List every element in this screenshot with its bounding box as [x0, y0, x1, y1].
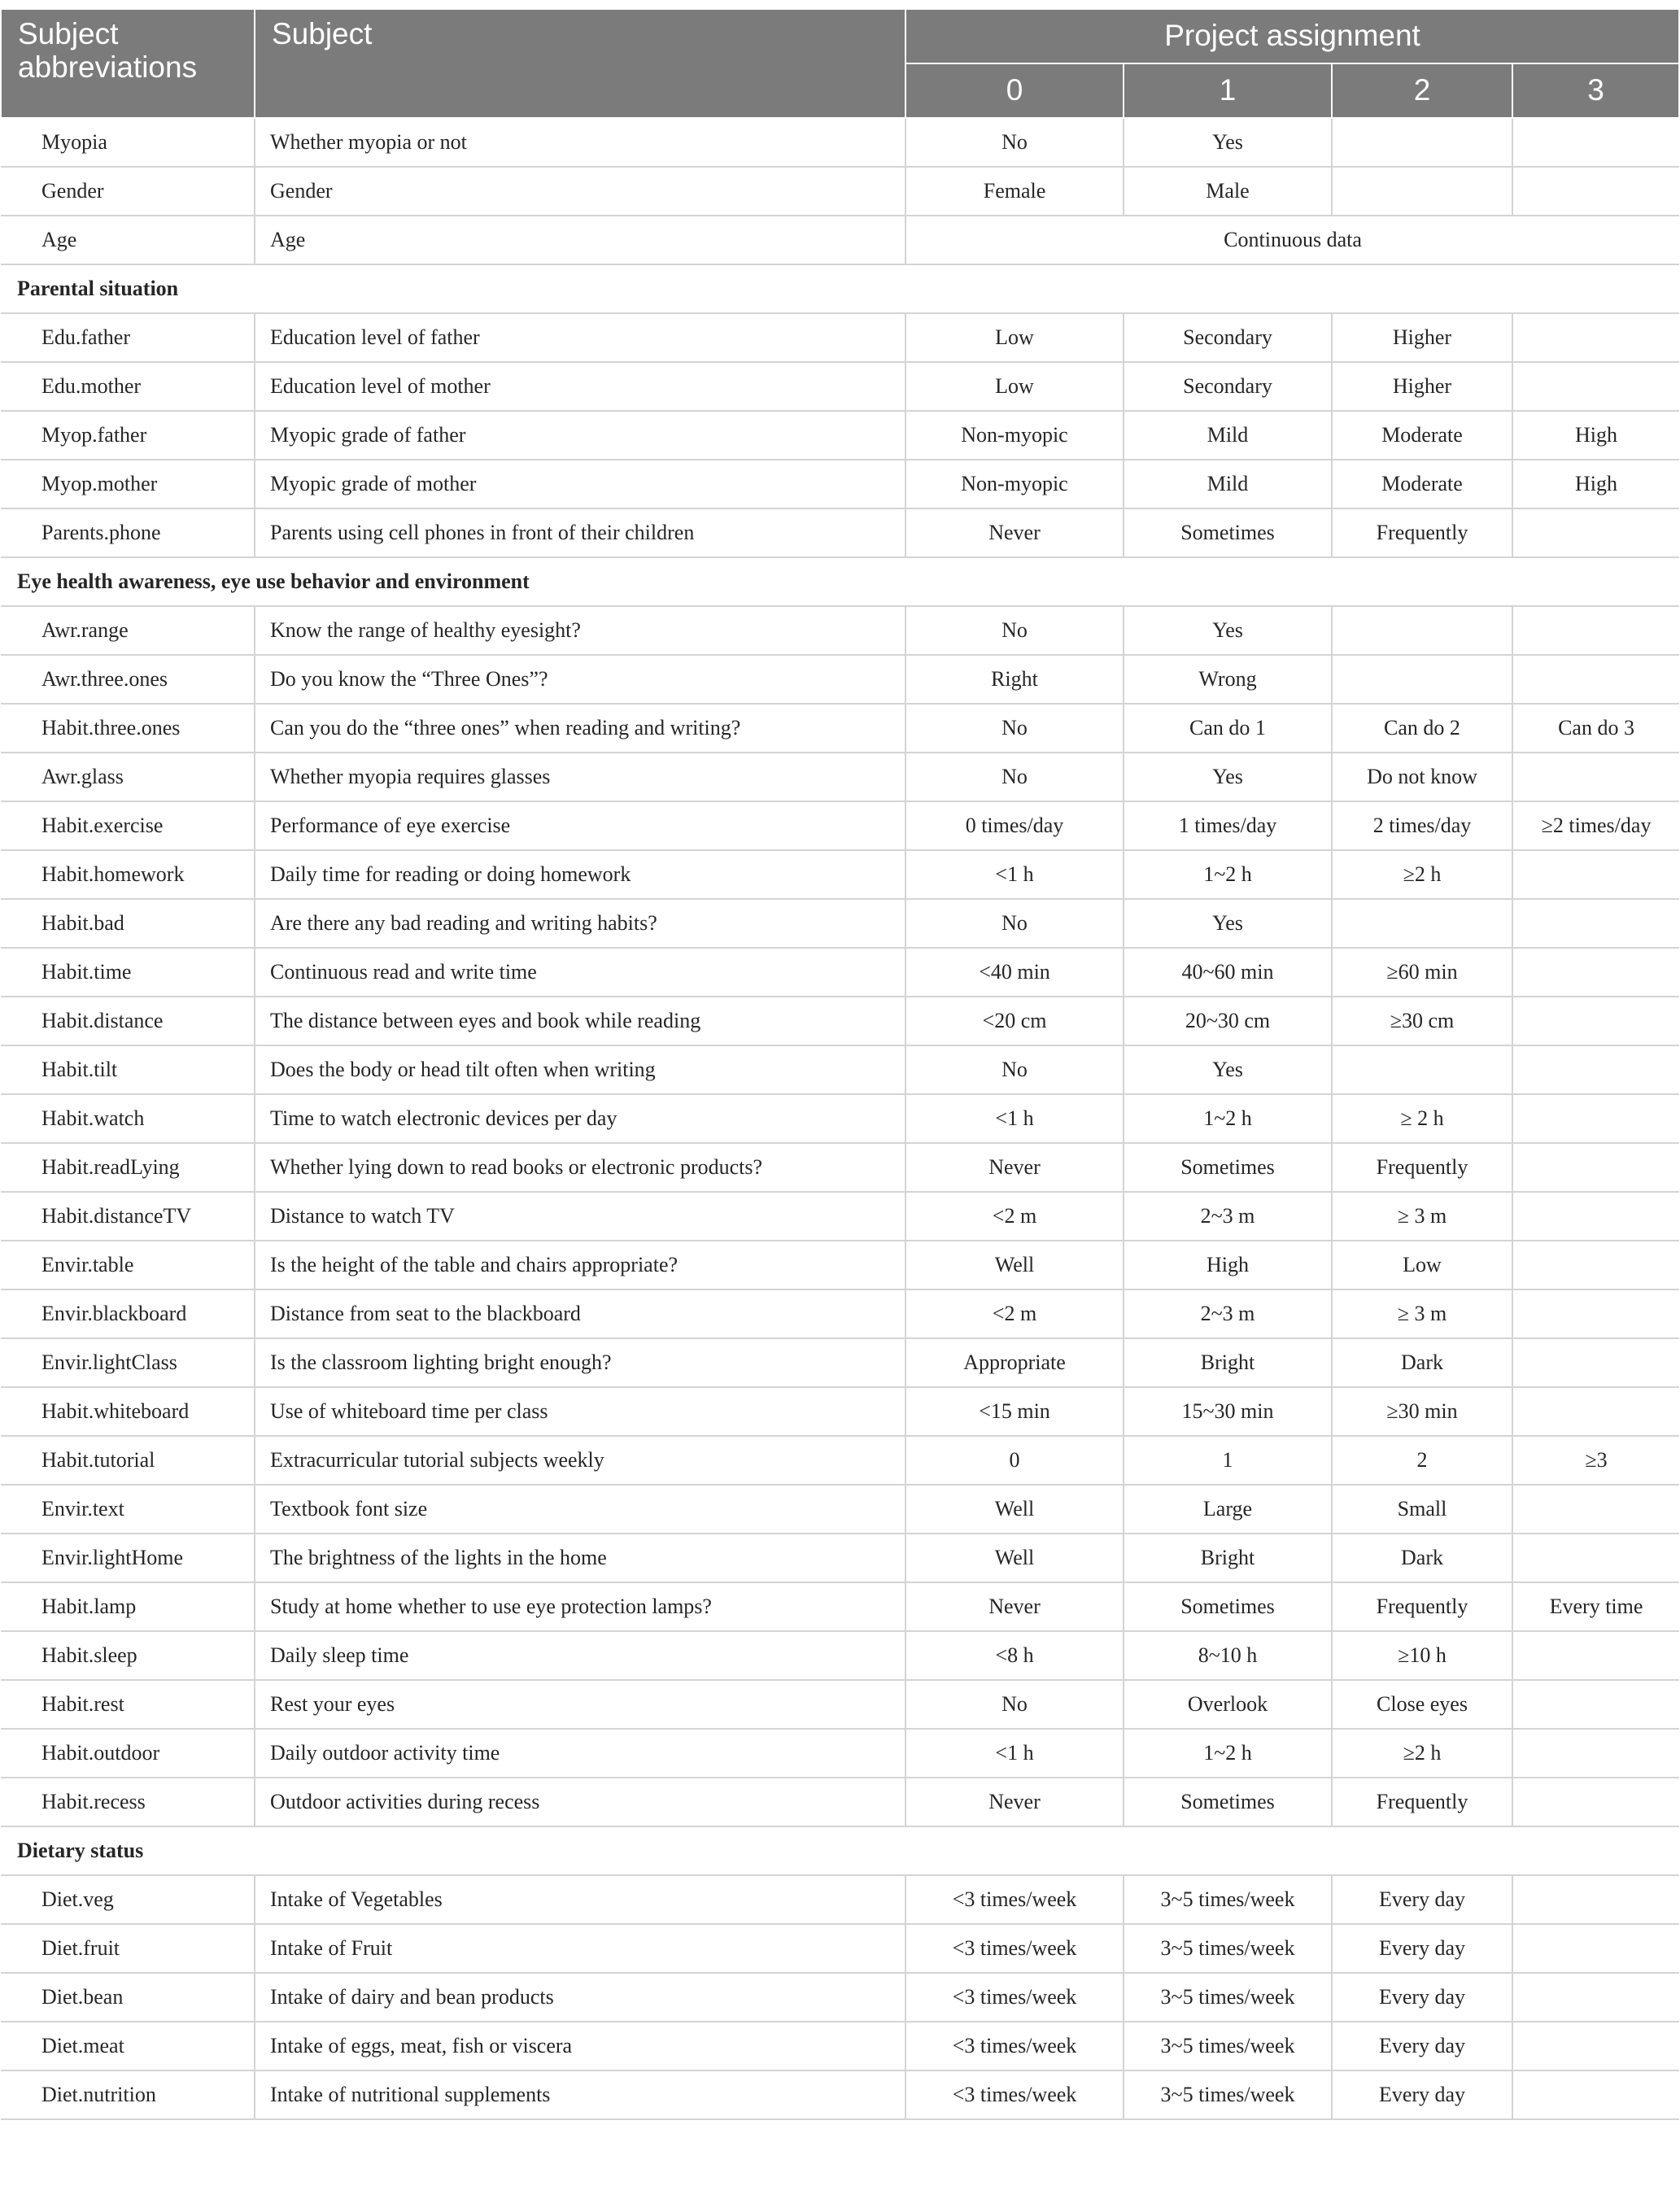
cell-value-2: Every day — [1332, 2022, 1512, 2070]
cell-value-3: High — [1512, 411, 1679, 460]
cell-abbreviation: Habit.recess — [1, 1778, 255, 1826]
cell-value-3 — [1512, 997, 1679, 1045]
cell-value-0: Right — [905, 655, 1124, 704]
cell-value-2: Do not know — [1332, 753, 1512, 801]
cell-value-3: ≥3 — [1512, 1436, 1679, 1485]
cell-abbreviation: Diet.veg — [1, 1875, 255, 1924]
cell-value-2: Frequently — [1332, 1778, 1512, 1826]
cell-value-0: Low — [905, 313, 1124, 362]
cell-abbreviation: Habit.rest — [1, 1680, 255, 1729]
cell-value-2: ≥10 h — [1332, 1631, 1512, 1680]
cell-value-1: 3~5 times/week — [1124, 1875, 1332, 1924]
table-row — [1, 167, 1679, 216]
cell-subject: Whether myopia requires glasses — [255, 753, 905, 801]
cell-value-1: Sometimes — [1124, 1582, 1332, 1631]
header-subject-abbreviations: Subject abbreviations — [1, 9, 255, 118]
cell-abbreviation: Diet.meat — [1, 2022, 255, 2070]
cell-value-3 — [1512, 1485, 1679, 1534]
table-row — [1, 216, 1679, 264]
cell-abbreviation: Myop.mother — [1, 460, 255, 508]
cell-value-1: Yes — [1124, 1045, 1332, 1094]
cell-abbreviation: Envir.blackboard — [1, 1289, 255, 1338]
cell-value-0: No — [905, 753, 1124, 801]
cell-abbreviation: Habit.whiteboard — [1, 1387, 255, 1436]
section-row — [1, 264, 1679, 313]
table-row — [1, 1631, 1679, 1680]
cell-subject: Is the height of the table and chairs appropriate? — [255, 1241, 905, 1289]
cell-value-2 — [1332, 118, 1512, 167]
cell-value-2: ≥ 3 m — [1332, 1192, 1512, 1241]
cell-abbreviation: Edu.mother — [1, 362, 255, 411]
cell-value-3 — [1512, 1045, 1679, 1094]
cell-value-0: No — [905, 606, 1124, 655]
table-row — [1, 753, 1679, 801]
cell-value-1: 3~5 times/week — [1124, 2022, 1332, 2070]
cell-value-0: No — [905, 899, 1124, 948]
cell-abbreviation: Awr.three.ones — [1, 655, 255, 704]
cell-value-0: Never — [905, 1582, 1124, 1631]
cell-value-0: Well — [905, 1485, 1124, 1534]
cell-value-2: ≥2 h — [1332, 850, 1512, 899]
cell-value-0: Never — [905, 508, 1124, 557]
cell-value-1: Yes — [1124, 606, 1332, 655]
cell-value-1: 40~60 min — [1124, 948, 1332, 997]
cell-value-3 — [1512, 118, 1679, 167]
table-row — [1, 1924, 1679, 1973]
table-row — [1, 655, 1679, 704]
cell-subject: Daily outdoor activity time — [255, 1729, 905, 1778]
cell-value-2: Moderate — [1332, 460, 1512, 508]
cell-subject: Are there any bad reading and writing habits? — [255, 899, 905, 948]
table-row — [1, 1973, 1679, 2022]
cell-subject: Daily sleep time — [255, 1631, 905, 1680]
cell-abbreviation: Envir.table — [1, 1241, 255, 1289]
cell-abbreviation: Myop.father — [1, 411, 255, 460]
cell-value-0: Female — [905, 167, 1124, 216]
cell-value-1: Yes — [1124, 118, 1332, 167]
cell-value-1: 1 times/day — [1124, 801, 1332, 850]
cell-value-1: Yes — [1124, 899, 1332, 948]
cell-value-3: Every time — [1512, 1582, 1679, 1631]
cell-value-2 — [1332, 655, 1512, 704]
cell-value-3 — [1512, 948, 1679, 997]
cell-value-1: 3~5 times/week — [1124, 2070, 1332, 2119]
cell-value-2: Higher — [1332, 362, 1512, 411]
cell-value-2: Moderate — [1332, 411, 1512, 460]
section-row — [1, 1826, 1679, 1875]
cell-value-0: <3 times/week — [905, 1924, 1124, 1973]
table-row — [1, 1875, 1679, 1924]
cell-value-2: Close eyes — [1332, 1680, 1512, 1729]
cell-subject: Time to watch electronic devices per day — [255, 1094, 905, 1143]
cell-value-1: Secondary — [1124, 313, 1332, 362]
section-heading: Dietary status — [1, 1826, 1679, 1875]
cell-value-2: ≥ 3 m — [1332, 1289, 1512, 1338]
cell-value-3 — [1512, 313, 1679, 362]
cell-value-3 — [1512, 2022, 1679, 2070]
cell-value-3 — [1512, 753, 1679, 801]
cell-value-0: Low — [905, 362, 1124, 411]
table-row — [1, 1778, 1679, 1826]
cell-value-1: Wrong — [1124, 655, 1332, 704]
cell-value-1: 2~3 m — [1124, 1192, 1332, 1241]
cell-value-1: Mild — [1124, 460, 1332, 508]
cell-value-0: Non-myopic — [905, 411, 1124, 460]
table-row — [1, 801, 1679, 850]
cell-subject: Intake of nutritional supplements — [255, 2070, 905, 2119]
cell-value-0: <3 times/week — [905, 2022, 1124, 2070]
table-row — [1, 704, 1679, 753]
cell-value-3 — [1512, 1729, 1679, 1778]
cell-value-2: ≥ 2 h — [1332, 1094, 1512, 1143]
cell-value-1: 1 — [1124, 1436, 1332, 1485]
cell-value-2: ≥60 min — [1332, 948, 1512, 997]
cell-subject: Performance of eye exercise — [255, 801, 905, 850]
cell-value-2 — [1332, 606, 1512, 655]
cell-subject: Extracurricular tutorial subjects weekly — [255, 1436, 905, 1485]
cell-value-2: Can do 2 — [1332, 704, 1512, 753]
cell-subject: Study at home whether to use eye protection lamps? — [255, 1582, 905, 1631]
cell-value-0: <15 min — [905, 1387, 1124, 1436]
cell-subject: Myopic grade of father — [255, 411, 905, 460]
cell-value-2: Small — [1332, 1485, 1512, 1534]
cell-value-2: Dark — [1332, 1338, 1512, 1387]
cell-value-3 — [1512, 1143, 1679, 1192]
cell-abbreviation: Envir.lightClass — [1, 1338, 255, 1387]
cell-subject: Intake of dairy and bean products — [255, 1973, 905, 2022]
cell-value-3 — [1512, 1680, 1679, 1729]
cell-value-3 — [1512, 850, 1679, 899]
cell-value-1: Bright — [1124, 1338, 1332, 1387]
cell-value-0: 0 times/day — [905, 801, 1124, 850]
cell-value-0: 0 — [905, 1436, 1124, 1485]
section-row — [1, 557, 1679, 606]
cell-value-0: <2 m — [905, 1192, 1124, 1241]
cell-value-1: 1~2 h — [1124, 1094, 1332, 1143]
cell-value-1: 1~2 h — [1124, 850, 1332, 899]
cell-value-0: <1 h — [905, 1094, 1124, 1143]
cell-value-2: ≥30 cm — [1332, 997, 1512, 1045]
cell-abbreviation: Habit.tutorial — [1, 1436, 255, 1485]
cell-value-3 — [1512, 1778, 1679, 1826]
cell-value-1: 15~30 min — [1124, 1387, 1332, 1436]
cell-subject: Do you know the “Three Ones”? — [255, 655, 905, 704]
table-row — [1, 1436, 1679, 1485]
cell-subject: Intake of Vegetables — [255, 1875, 905, 1924]
cell-value-2 — [1332, 1045, 1512, 1094]
cell-value-0: Never — [905, 1143, 1124, 1192]
table-row — [1, 1045, 1679, 1094]
cell-subject: Education level of mother — [255, 362, 905, 411]
header-value-0: 0 — [905, 63, 1124, 118]
cell-value-3 — [1512, 1631, 1679, 1680]
cell-value-1: Sometimes — [1124, 1778, 1332, 1826]
cell-value-0: <40 min — [905, 948, 1124, 997]
cell-abbreviation: Habit.sleep — [1, 1631, 255, 1680]
table-row — [1, 313, 1679, 362]
cell-value-3 — [1512, 362, 1679, 411]
cell-value-2: Every day — [1332, 2070, 1512, 2119]
cell-value-0: No — [905, 118, 1124, 167]
cell-value-0: <20 cm — [905, 997, 1124, 1045]
cell-value-3 — [1512, 1875, 1679, 1924]
cell-value-2: 2 — [1332, 1436, 1512, 1485]
cell-abbreviation: Myopia — [1, 118, 255, 167]
cell-subject: Is the classroom lighting bright enough? — [255, 1338, 905, 1387]
table-row — [1, 2022, 1679, 2070]
cell-value-1: Sometimes — [1124, 508, 1332, 557]
cell-value-0: <3 times/week — [905, 1875, 1124, 1924]
cell-value-0: Well — [905, 1241, 1124, 1289]
cell-abbreviation: Awr.glass — [1, 753, 255, 801]
table-row — [1, 899, 1679, 948]
table-row — [1, 508, 1679, 557]
cell-value-3 — [1512, 1534, 1679, 1582]
cell-value-0: <8 h — [905, 1631, 1124, 1680]
cell-value-3 — [1512, 1924, 1679, 1973]
table-row — [1, 411, 1679, 460]
cell-value-0: No — [905, 1680, 1124, 1729]
cell-subject: Myopic grade of mother — [255, 460, 905, 508]
cell-subject: Continuous read and write time — [255, 948, 905, 997]
cell-subject: Parents using cell phones in front of their children — [255, 508, 905, 557]
section-heading: Eye health awareness, eye use behavior and environment — [1, 557, 1679, 606]
cell-value-3 — [1512, 1387, 1679, 1436]
cell-value-3 — [1512, 655, 1679, 704]
cell-value-3: High — [1512, 460, 1679, 508]
cell-subject: Whether lying down to read books or electronic products? — [255, 1143, 905, 1192]
table-row — [1, 1143, 1679, 1192]
cell-value-0: Well — [905, 1534, 1124, 1582]
cell-abbreviation: Gender — [1, 167, 255, 216]
table-row — [1, 1338, 1679, 1387]
table-header — [1, 9, 1679, 118]
cell-value-0: <2 m — [905, 1289, 1124, 1338]
table-row — [1, 2070, 1679, 2119]
cell-value-3 — [1512, 1973, 1679, 2022]
cell-value-2: Frequently — [1332, 1143, 1512, 1192]
table-row — [1, 1582, 1679, 1631]
cell-value-0: <3 times/week — [905, 1973, 1124, 2022]
cell-value-2: ≥2 h — [1332, 1729, 1512, 1778]
cell-value-1: Large — [1124, 1485, 1332, 1534]
cell-subject: Can you do the “three ones” when reading and writing? — [255, 704, 905, 753]
cell-abbreviation: Habit.tilt — [1, 1045, 255, 1094]
cell-abbreviation: Habit.readLying — [1, 1143, 255, 1192]
cell-value-2: Every day — [1332, 1875, 1512, 1924]
cell-subject: Daily time for reading or doing homework — [255, 850, 905, 899]
cell-subject: Distance to watch TV — [255, 1192, 905, 1241]
cell-abbreviation: Envir.lightHome — [1, 1534, 255, 1582]
cell-abbreviation: Habit.three.ones — [1, 704, 255, 753]
cell-value-1: 3~5 times/week — [1124, 1973, 1332, 2022]
cell-abbreviation: Diet.nutrition — [1, 2070, 255, 2119]
cell-value-1: 8~10 h — [1124, 1631, 1332, 1680]
cell-value-1: High — [1124, 1241, 1332, 1289]
cell-subject: Intake of eggs, meat, fish or viscera — [255, 2022, 905, 2070]
table-row — [1, 460, 1679, 508]
cell-abbreviation: Awr.range — [1, 606, 255, 655]
header-value-2: 2 — [1332, 63, 1512, 118]
cell-abbreviation: Envir.text — [1, 1485, 255, 1534]
cell-value-1: Mild — [1124, 411, 1332, 460]
cell-abbreviation: Habit.exercise — [1, 801, 255, 850]
table-row — [1, 1534, 1679, 1582]
cell-value-3: ≥2 times/day — [1512, 801, 1679, 850]
cell-value-1: Secondary — [1124, 362, 1332, 411]
cell-value-3 — [1512, 508, 1679, 557]
cell-abbreviation: Edu.father — [1, 313, 255, 362]
cell-subject: Use of whiteboard time per class — [255, 1387, 905, 1436]
variable-assignment-table — [0, 8, 1680, 2120]
cell-subject: Does the body or head tilt often when writing — [255, 1045, 905, 1094]
cell-abbreviation: Diet.fruit — [1, 1924, 255, 1973]
table-row — [1, 997, 1679, 1045]
cell-abbreviation: Habit.outdoor — [1, 1729, 255, 1778]
cell-value-3 — [1512, 1289, 1679, 1338]
cell-value-3 — [1512, 1192, 1679, 1241]
table-row — [1, 118, 1679, 167]
cell-value-3 — [1512, 1241, 1679, 1289]
table-row — [1, 1241, 1679, 1289]
cell-abbreviation: Diet.bean — [1, 1973, 255, 2022]
table-row — [1, 1094, 1679, 1143]
cell-value-3 — [1512, 899, 1679, 948]
cell-value-1: Bright — [1124, 1534, 1332, 1582]
cell-abbreviation: Parents.phone — [1, 508, 255, 557]
cell-value-0: <3 times/week — [905, 2070, 1124, 2119]
cell-abbreviation: Habit.bad — [1, 899, 255, 948]
header-value-1: 1 — [1124, 63, 1332, 118]
header-row-top — [1, 9, 1679, 63]
cell-value-3 — [1512, 606, 1679, 655]
cell-subject: The brightness of the lights in the home — [255, 1534, 905, 1582]
header-value-3: 3 — [1512, 63, 1679, 118]
cell-value-3 — [1512, 1094, 1679, 1143]
cell-value-1: Yes — [1124, 753, 1332, 801]
cell-subject: Textbook font size — [255, 1485, 905, 1534]
cell-value-2: Every day — [1332, 1973, 1512, 2022]
cell-value-3: Can do 3 — [1512, 704, 1679, 753]
cell-subject: Distance from seat to the blackboard — [255, 1289, 905, 1338]
cell-value-0: Appropriate — [905, 1338, 1124, 1387]
table-row — [1, 362, 1679, 411]
cell-value-2: Every day — [1332, 1924, 1512, 1973]
header-subject: Subject — [255, 9, 905, 118]
table-row — [1, 850, 1679, 899]
cell-value-0: Never — [905, 1778, 1124, 1826]
section-heading: Parental situation — [1, 264, 1679, 313]
cell-value-2: Dark — [1332, 1534, 1512, 1582]
cell-value-0: <1 h — [905, 1729, 1124, 1778]
cell-value-2 — [1332, 899, 1512, 948]
table-row — [1, 948, 1679, 997]
cell-abbreviation: Habit.watch — [1, 1094, 255, 1143]
cell-subject: Age — [255, 216, 905, 264]
cell-value-2 — [1332, 167, 1512, 216]
cell-value-0: <1 h — [905, 850, 1124, 899]
cell-abbreviation: Age — [1, 216, 255, 264]
cell-value-3 — [1512, 2070, 1679, 2119]
cell-value-span: Continuous data — [905, 216, 1679, 264]
table-row — [1, 1680, 1679, 1729]
cell-value-2: Frequently — [1332, 1582, 1512, 1631]
cell-subject: The distance between eyes and book while reading — [255, 997, 905, 1045]
table-row — [1, 606, 1679, 655]
cell-value-0: No — [905, 1045, 1124, 1094]
cell-value-0: Non-myopic — [905, 460, 1124, 508]
cell-value-2: Higher — [1332, 313, 1512, 362]
cell-subject: Know the range of healthy eyesight? — [255, 606, 905, 655]
cell-value-1: Can do 1 — [1124, 704, 1332, 753]
cell-value-1: 2~3 m — [1124, 1289, 1332, 1338]
cell-value-2: 2 times/day — [1332, 801, 1512, 850]
cell-abbreviation: Habit.time — [1, 948, 255, 997]
cell-value-2: Low — [1332, 1241, 1512, 1289]
cell-subject: Outdoor activities during recess — [255, 1778, 905, 1826]
cell-abbreviation: Habit.homework — [1, 850, 255, 899]
cell-value-3 — [1512, 1338, 1679, 1387]
header-project-assignment: Project assignment — [905, 9, 1679, 63]
cell-value-1: 3~5 times/week — [1124, 1924, 1332, 1973]
table-row — [1, 1289, 1679, 1338]
table-row — [1, 1192, 1679, 1241]
cell-abbreviation: Habit.lamp — [1, 1582, 255, 1631]
cell-value-1: 1~2 h — [1124, 1729, 1332, 1778]
cell-subject: Whether myopia or not — [255, 118, 905, 167]
table-row — [1, 1485, 1679, 1534]
cell-subject: Rest your eyes — [255, 1680, 905, 1729]
cell-value-3 — [1512, 167, 1679, 216]
table-row — [1, 1387, 1679, 1436]
cell-value-2: ≥30 min — [1332, 1387, 1512, 1436]
cell-abbreviation: Habit.distanceTV — [1, 1192, 255, 1241]
table-body — [1, 118, 1679, 2119]
cell-value-1: Overlook — [1124, 1680, 1332, 1729]
cell-value-1: Sometimes — [1124, 1143, 1332, 1192]
cell-abbreviation: Habit.distance — [1, 997, 255, 1045]
cell-value-1: Male — [1124, 167, 1332, 216]
cell-value-0: No — [905, 704, 1124, 753]
cell-value-1: 20~30 cm — [1124, 997, 1332, 1045]
cell-subject: Education level of father — [255, 313, 905, 362]
cell-subject: Intake of Fruit — [255, 1924, 905, 1973]
cell-subject: Gender — [255, 167, 905, 216]
table-row — [1, 1729, 1679, 1778]
cell-value-2: Frequently — [1332, 508, 1512, 557]
